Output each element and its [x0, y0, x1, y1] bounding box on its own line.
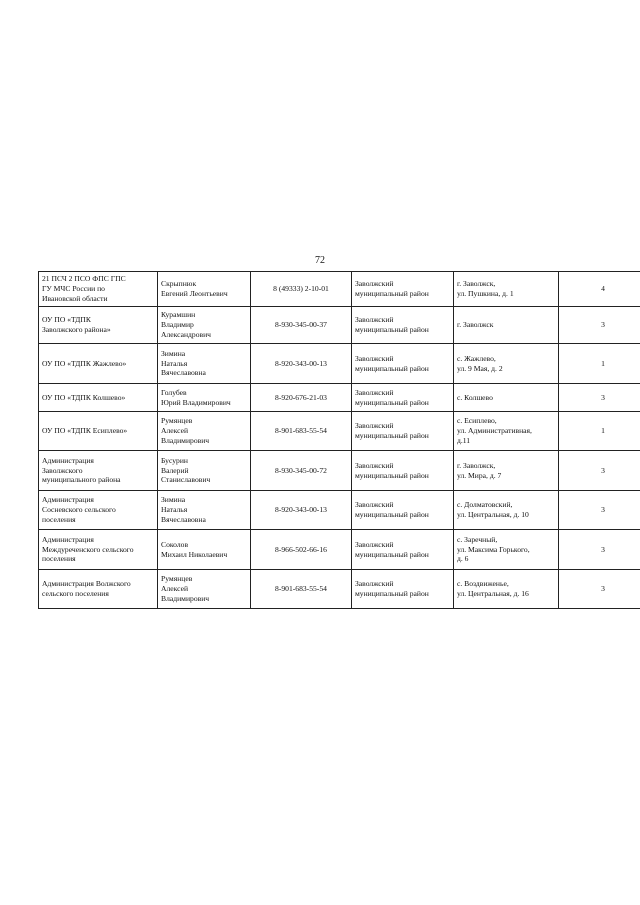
count-cell: 3 [559, 530, 640, 570]
registry-table-body [39, 272, 640, 609]
organization-cell: ОУ ПО «ТДПК Жажлево» [39, 344, 158, 384]
count-cell: 3 [559, 384, 640, 412]
district-cell: Заволжский муниципальный район [352, 344, 454, 384]
organization-cell: ОУ ПО «ТДПК Заволжского района» [39, 307, 158, 344]
table-row [39, 451, 640, 491]
organization-cell: ОУ ПО «ТДПК Есиплево» [39, 412, 158, 451]
address-cell: с. Есиплево, ул. Административная, д.11 [454, 412, 559, 451]
phone-cell: 8 (49333) 2-10-01 [251, 272, 352, 307]
phone-cell: 8-920-343-00-13 [251, 491, 352, 530]
organization-cell: Администрация Сосневского сельского поселения [39, 491, 158, 530]
organization-cell: Администрация Междуреченского сельского поселения [39, 530, 158, 570]
responsible-person-cell: Зимина Наталья Вячеславовна [158, 344, 251, 384]
district-cell: Заволжский муниципальный район [352, 491, 454, 530]
responsible-person-cell: Курамшин Владимир Александрович [158, 307, 251, 344]
organization-cell: 21 ПСЧ 2 ПСО ФПС ГПС ГУ МЧС России по Ивановской области [39, 272, 158, 307]
address-cell: г. Заволжск, ул. Пушкина, д. 1 [454, 272, 559, 307]
address-cell: с. Жажлево, ул. 9 Мая, д. 2 [454, 344, 559, 384]
district-cell: Заволжский муниципальный район [352, 530, 454, 570]
count-cell: 3 [559, 570, 640, 609]
count-cell: 1 [559, 412, 640, 451]
address-cell: г. Заволжск, ул. Мира, д. 7 [454, 451, 559, 491]
address-cell: с. Воздвиженье, ул. Центральная, д. 16 [454, 570, 559, 609]
address-cell: с. Долматовский, ул. Центральная, д. 10 [454, 491, 559, 530]
phone-cell: 8-930-345-00-37 [251, 307, 352, 344]
count-cell: 1 [559, 344, 640, 384]
count-cell: 3 [559, 491, 640, 530]
phone-cell: 8-901-683-55-54 [251, 570, 352, 609]
table-row [39, 491, 640, 530]
address-cell: г. Заволжск [454, 307, 559, 344]
responsible-person-cell: Голубев Юрий Владимирович [158, 384, 251, 412]
table-row [39, 384, 640, 412]
table-row [39, 570, 640, 609]
district-cell: Заволжский муниципальный район [352, 570, 454, 609]
count-cell: 3 [559, 451, 640, 491]
responsible-person-cell: Зимина Наталья Вячеславовна [158, 491, 251, 530]
address-cell: с. Заречный, ул. Максима Горького, д. 6 [454, 530, 559, 570]
responsible-person-cell: Скрыпнюк Евгений Леонтьевич [158, 272, 251, 307]
table-row [39, 344, 640, 384]
registry-table [38, 271, 640, 609]
organization-cell: Администрация Заволжского муниципального района [39, 451, 158, 491]
phone-cell: 8-966-502-66-16 [251, 530, 352, 570]
responsible-person-cell: Соколов Михаил Николаевич [158, 530, 251, 570]
phone-cell: 8-920-676-21-03 [251, 384, 352, 412]
phone-cell: 8-930-345-00-72 [251, 451, 352, 491]
table-row [39, 530, 640, 570]
phone-cell: 8-901-683-55-54 [251, 412, 352, 451]
district-cell: Заволжский муниципальный район [352, 384, 454, 412]
table-row [39, 307, 640, 344]
responsible-person-cell: Румянцев Алексей Владимирович [158, 570, 251, 609]
count-cell: 3 [559, 307, 640, 344]
table-row [39, 412, 640, 451]
organization-cell: ОУ ПО «ТДПК Колшево» [39, 384, 158, 412]
phone-cell: 8-920-343-00-13 [251, 344, 352, 384]
district-cell: Заволжский муниципальный район [352, 451, 454, 491]
address-cell: с. Колшево [454, 384, 559, 412]
organization-cell: Администрация Волжского сельского поселения [39, 570, 158, 609]
responsible-person-cell: Румянцев Алексей Владимирович [158, 412, 251, 451]
count-cell: 4 [559, 272, 640, 307]
district-cell: Заволжский муниципальный район [352, 272, 454, 307]
page-number: 72 [315, 255, 325, 266]
district-cell: Заволжский муниципальный район [352, 307, 454, 344]
district-cell: Заволжский муниципальный район [352, 412, 454, 451]
responsible-person-cell: Бусурин Валерий Станиславович [158, 451, 251, 491]
table-row [39, 272, 640, 307]
